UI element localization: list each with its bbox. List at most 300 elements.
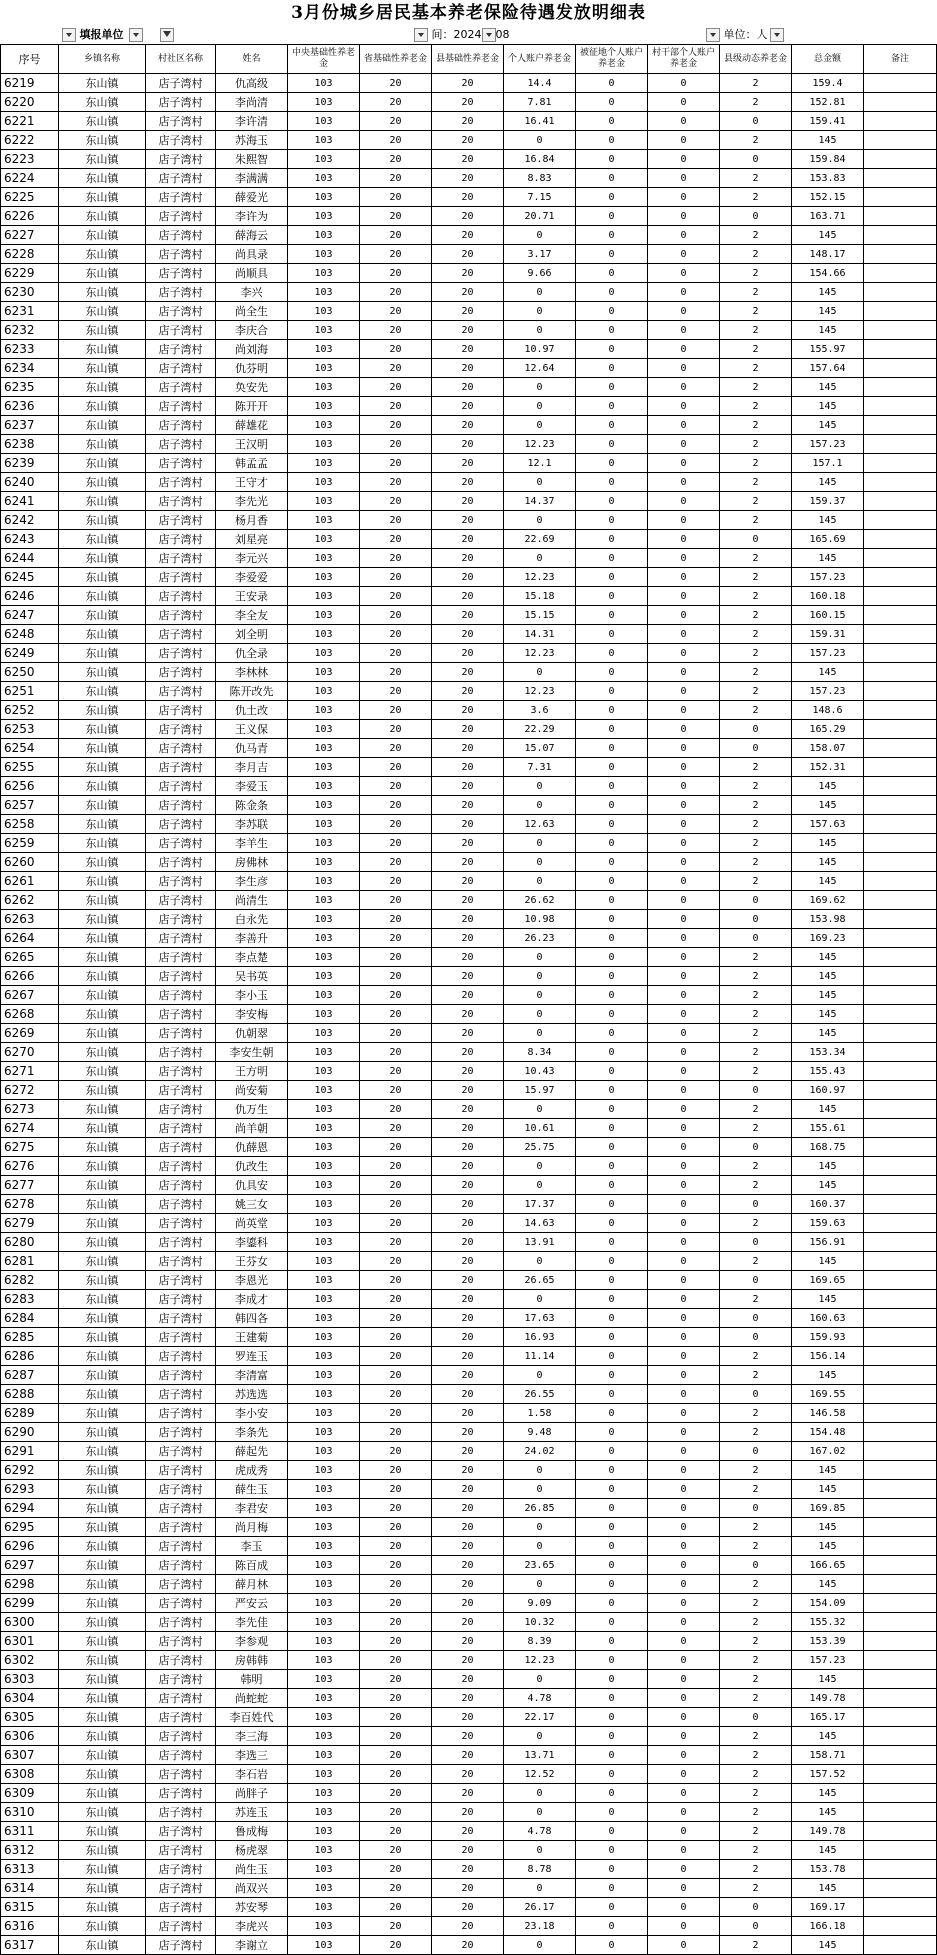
- table-cell[interactable]: 20: [432, 872, 504, 891]
- table-cell[interactable]: 24.02: [504, 1442, 576, 1461]
- table-cell[interactable]: 26.65: [504, 1271, 576, 1290]
- table-cell[interactable]: 店子湾村: [146, 910, 216, 929]
- table-cell[interactable]: 店子湾村: [146, 682, 216, 701]
- table-cell[interactable]: 12.23: [504, 568, 576, 587]
- table-cell[interactable]: 20: [432, 1214, 504, 1233]
- table-cell[interactable]: 0: [504, 283, 576, 302]
- table-cell[interactable]: 103: [288, 1062, 360, 1081]
- table-cell[interactable]: 169.55: [792, 1385, 864, 1404]
- table-cell[interactable]: 20: [360, 948, 432, 967]
- table-cell[interactable]: 薛雄花: [216, 416, 288, 435]
- table-cell[interactable]: 103: [288, 1442, 360, 1461]
- table-cell[interactable]: 0: [504, 1575, 576, 1594]
- table-cell[interactable]: 6252: [1, 701, 59, 720]
- table-cell[interactable]: 李条先: [216, 1423, 288, 1442]
- table-cell[interactable]: 0: [648, 1765, 720, 1784]
- table-cell[interactable]: 李先光: [216, 492, 288, 511]
- table-cell[interactable]: 103: [288, 872, 360, 891]
- table-cell[interactable]: 6230: [1, 283, 59, 302]
- table-cell[interactable]: 店子湾村: [146, 169, 216, 188]
- table-cell[interactable]: 2: [720, 1404, 792, 1423]
- table-cell[interactable]: 0: [648, 777, 720, 796]
- table-cell[interactable]: 20: [432, 435, 504, 454]
- table-cell[interactable]: 20: [432, 682, 504, 701]
- table-cell[interactable]: 东山镇: [59, 1537, 146, 1556]
- table-cell[interactable]: 20: [360, 93, 432, 112]
- table-cell[interactable]: 0: [576, 1803, 648, 1822]
- table-cell[interactable]: 0: [576, 378, 648, 397]
- table-cell[interactable]: 103: [288, 1670, 360, 1689]
- column-header[interactable]: 乡镇名称: [59, 45, 146, 74]
- column-header[interactable]: 总金额: [792, 45, 864, 74]
- table-cell[interactable]: 0: [576, 1518, 648, 1537]
- table-cell[interactable]: 20: [360, 302, 432, 321]
- table-cell[interactable]: 20: [432, 1138, 504, 1157]
- table-cell[interactable]: 店子湾村: [146, 397, 216, 416]
- table-cell[interactable]: 东山镇: [59, 739, 146, 758]
- table-cell[interactable]: 103: [288, 1594, 360, 1613]
- table-cell[interactable]: 0: [648, 1138, 720, 1157]
- table-cell[interactable]: 103: [288, 1879, 360, 1898]
- table-cell[interactable]: 东山镇: [59, 1746, 146, 1765]
- table-cell[interactable]: 0: [648, 1879, 720, 1898]
- table-cell[interactable]: 145: [792, 1784, 864, 1803]
- table-cell[interactable]: 李安生朝: [216, 1043, 288, 1062]
- table-cell[interactable]: 李小安: [216, 1404, 288, 1423]
- table-cell[interactable]: 20: [360, 758, 432, 777]
- table-cell[interactable]: 东山镇: [59, 1613, 146, 1632]
- table-cell[interactable]: 20: [432, 1309, 504, 1328]
- table-cell[interactable]: 6286: [1, 1347, 59, 1366]
- table-cell[interactable]: 20: [360, 473, 432, 492]
- table-cell[interactable]: 2: [720, 397, 792, 416]
- table-cell[interactable]: 0: [504, 967, 576, 986]
- table-cell[interactable]: 20: [360, 1518, 432, 1537]
- table-cell[interactable]: 149.78: [792, 1689, 864, 1708]
- table-cell[interactable]: 0: [576, 226, 648, 245]
- table-cell[interactable]: 0: [576, 986, 648, 1005]
- table-cell[interactable]: 店子湾村: [146, 986, 216, 1005]
- table-cell[interactable]: 6288: [1, 1385, 59, 1404]
- table-cell[interactable]: [864, 1822, 937, 1841]
- table-cell[interactable]: 6233: [1, 340, 59, 359]
- table-cell[interactable]: 0: [576, 663, 648, 682]
- table-cell[interactable]: 20: [432, 1195, 504, 1214]
- table-cell[interactable]: 0: [648, 321, 720, 340]
- table-cell[interactable]: 20: [432, 1841, 504, 1860]
- table-cell[interactable]: 20: [432, 131, 504, 150]
- table-cell[interactable]: 2: [720, 1670, 792, 1689]
- table-cell[interactable]: 0: [720, 1081, 792, 1100]
- table-cell[interactable]: 店子湾村: [146, 226, 216, 245]
- table-cell[interactable]: 6265: [1, 948, 59, 967]
- table-cell[interactable]: [864, 720, 937, 739]
- table-cell[interactable]: 店子湾村: [146, 1651, 216, 1670]
- table-cell[interactable]: 103: [288, 416, 360, 435]
- table-cell[interactable]: 6307: [1, 1746, 59, 1765]
- table-cell[interactable]: 李许为: [216, 207, 288, 226]
- table-cell[interactable]: 6235: [1, 378, 59, 397]
- table-cell[interactable]: 2: [720, 188, 792, 207]
- table-cell[interactable]: 0: [576, 1119, 648, 1138]
- table-cell[interactable]: 6290: [1, 1423, 59, 1442]
- table-cell[interactable]: 0: [720, 891, 792, 910]
- table-cell[interactable]: 仇芬明: [216, 359, 288, 378]
- table-cell[interactable]: 薛爱光: [216, 188, 288, 207]
- table-cell[interactable]: 0: [576, 872, 648, 891]
- table-cell[interactable]: 2: [720, 492, 792, 511]
- table-cell[interactable]: 20: [432, 74, 504, 93]
- table-cell[interactable]: 103: [288, 1385, 360, 1404]
- table-cell[interactable]: 2: [720, 967, 792, 986]
- table-cell[interactable]: 152.31: [792, 758, 864, 777]
- table-cell[interactable]: 2: [720, 777, 792, 796]
- table-cell[interactable]: 0: [576, 796, 648, 815]
- table-cell[interactable]: 103: [288, 1233, 360, 1252]
- table-cell[interactable]: 0: [576, 815, 648, 834]
- table-cell[interactable]: 0: [648, 93, 720, 112]
- table-cell[interactable]: 东山镇: [59, 188, 146, 207]
- table-cell[interactable]: 店子湾村: [146, 1119, 216, 1138]
- table-cell[interactable]: [864, 1005, 937, 1024]
- table-cell[interactable]: 店子湾村: [146, 1062, 216, 1081]
- table-cell[interactable]: [864, 815, 937, 834]
- table-cell[interactable]: 0: [648, 834, 720, 853]
- table-cell[interactable]: 103: [288, 321, 360, 340]
- table-cell[interactable]: 东山镇: [59, 1404, 146, 1423]
- table-cell[interactable]: 0: [504, 131, 576, 150]
- table-cell[interactable]: 6219: [1, 74, 59, 93]
- table-cell[interactable]: 店子湾村: [146, 1613, 216, 1632]
- table-cell[interactable]: 103: [288, 1195, 360, 1214]
- table-cell[interactable]: 20: [432, 815, 504, 834]
- table-cell[interactable]: 26.17: [504, 1898, 576, 1917]
- table-cell[interactable]: 20: [360, 1784, 432, 1803]
- table-cell[interactable]: 东山镇: [59, 853, 146, 872]
- table-cell[interactable]: 李庆合: [216, 321, 288, 340]
- table-cell[interactable]: 0: [576, 701, 648, 720]
- table-cell[interactable]: [864, 1347, 937, 1366]
- table-cell[interactable]: 0: [648, 1689, 720, 1708]
- table-cell[interactable]: 20: [360, 150, 432, 169]
- table-cell[interactable]: 20: [360, 1613, 432, 1632]
- table-cell[interactable]: 0: [648, 1100, 720, 1119]
- table-cell[interactable]: 20: [432, 1404, 504, 1423]
- table-cell[interactable]: 李月吉: [216, 758, 288, 777]
- table-cell[interactable]: 8.83: [504, 169, 576, 188]
- table-cell[interactable]: 尚月梅: [216, 1518, 288, 1537]
- table-cell[interactable]: 0: [648, 492, 720, 511]
- table-cell[interactable]: 王义保: [216, 720, 288, 739]
- table-cell[interactable]: 6295: [1, 1518, 59, 1537]
- table-cell[interactable]: 2: [720, 321, 792, 340]
- table-cell[interactable]: 2: [720, 1575, 792, 1594]
- table-cell[interactable]: 6258: [1, 815, 59, 834]
- table-cell[interactable]: 李三海: [216, 1727, 288, 1746]
- table-cell[interactable]: 20: [432, 796, 504, 815]
- table-cell[interactable]: 103: [288, 625, 360, 644]
- table-cell[interactable]: 158.07: [792, 739, 864, 758]
- table-cell[interactable]: 苏连玉: [216, 1803, 288, 1822]
- table-cell[interactable]: 2: [720, 1062, 792, 1081]
- table-cell[interactable]: 20: [360, 1347, 432, 1366]
- table-cell[interactable]: 0: [648, 188, 720, 207]
- table-cell[interactable]: 店子湾村: [146, 1556, 216, 1575]
- table-cell[interactable]: [864, 1594, 937, 1613]
- table-cell[interactable]: 17.63: [504, 1309, 576, 1328]
- table-cell[interactable]: 103: [288, 1651, 360, 1670]
- table-cell[interactable]: [864, 796, 937, 815]
- table-cell[interactable]: 李满满: [216, 169, 288, 188]
- table-cell[interactable]: [864, 1024, 937, 1043]
- table-cell[interactable]: 0: [576, 359, 648, 378]
- table-cell[interactable]: 20: [360, 1708, 432, 1727]
- table-cell[interactable]: [864, 321, 937, 340]
- table-cell[interactable]: 东山镇: [59, 1005, 146, 1024]
- table-cell[interactable]: 166.65: [792, 1556, 864, 1575]
- table-cell[interactable]: 12.23: [504, 644, 576, 663]
- table-cell[interactable]: [864, 1480, 937, 1499]
- table-cell[interactable]: [864, 150, 937, 169]
- table-cell[interactable]: 20: [432, 1594, 504, 1613]
- table-cell[interactable]: 20: [432, 853, 504, 872]
- table-cell[interactable]: 20: [360, 1632, 432, 1651]
- table-cell[interactable]: 李百姓代: [216, 1708, 288, 1727]
- table-cell[interactable]: 152.15: [792, 188, 864, 207]
- table-cell[interactable]: 10.43: [504, 1062, 576, 1081]
- table-cell[interactable]: 20: [360, 1803, 432, 1822]
- table-cell[interactable]: 103: [288, 1708, 360, 1727]
- table-cell[interactable]: 店子湾村: [146, 435, 216, 454]
- table-cell[interactable]: 东山镇: [59, 1043, 146, 1062]
- table-cell[interactable]: [864, 1290, 937, 1309]
- table-cell[interactable]: 20: [360, 169, 432, 188]
- table-cell[interactable]: [864, 511, 937, 530]
- table-cell[interactable]: 店子湾村: [146, 1480, 216, 1499]
- table-cell[interactable]: 154.09: [792, 1594, 864, 1613]
- table-cell[interactable]: 12.23: [504, 435, 576, 454]
- table-cell[interactable]: 20: [432, 226, 504, 245]
- table-cell[interactable]: 0: [504, 1670, 576, 1689]
- table-cell[interactable]: 店子湾村: [146, 1936, 216, 1955]
- table-cell[interactable]: 仇具安: [216, 1176, 288, 1195]
- table-cell[interactable]: [864, 1917, 937, 1936]
- table-cell[interactable]: 鲁成梅: [216, 1822, 288, 1841]
- table-cell[interactable]: 0: [504, 1100, 576, 1119]
- table-cell[interactable]: 店子湾村: [146, 1898, 216, 1917]
- table-cell[interactable]: 店子湾村: [146, 74, 216, 93]
- table-cell[interactable]: 103: [288, 910, 360, 929]
- table-cell[interactable]: 0: [576, 1784, 648, 1803]
- table-cell[interactable]: 0: [504, 986, 576, 1005]
- table-cell[interactable]: 10.32: [504, 1613, 576, 1632]
- table-cell[interactable]: 店子湾村: [146, 1024, 216, 1043]
- table-cell[interactable]: 6229: [1, 264, 59, 283]
- table-cell[interactable]: 0: [648, 1746, 720, 1765]
- table-cell[interactable]: 0: [648, 264, 720, 283]
- table-cell[interactable]: 2: [720, 378, 792, 397]
- table-cell[interactable]: 20: [360, 1898, 432, 1917]
- table-cell[interactable]: 东山镇: [59, 1119, 146, 1138]
- table-cell[interactable]: 145: [792, 1366, 864, 1385]
- table-cell[interactable]: 26.55: [504, 1385, 576, 1404]
- table-cell[interactable]: [864, 1613, 937, 1632]
- table-cell[interactable]: 李善升: [216, 929, 288, 948]
- table-cell[interactable]: 2: [720, 1043, 792, 1062]
- table-cell[interactable]: 0: [576, 283, 648, 302]
- table-cell[interactable]: 陈金条: [216, 796, 288, 815]
- table-cell[interactable]: 东山镇: [59, 1271, 146, 1290]
- table-cell[interactable]: 东山镇: [59, 397, 146, 416]
- column-header[interactable]: 被征地个人账户养老金: [576, 45, 648, 74]
- table-cell[interactable]: 0: [504, 226, 576, 245]
- table-cell[interactable]: 160.37: [792, 1195, 864, 1214]
- table-cell[interactable]: 店子湾村: [146, 530, 216, 549]
- table-cell[interactable]: 20: [360, 1043, 432, 1062]
- table-cell[interactable]: 6228: [1, 245, 59, 264]
- table-cell[interactable]: 东山镇: [59, 568, 146, 587]
- table-cell[interactable]: 159.41: [792, 112, 864, 131]
- table-cell[interactable]: 20: [360, 606, 432, 625]
- column-header[interactable]: 省基础性养老金: [360, 45, 432, 74]
- table-cell[interactable]: 6271: [1, 1062, 59, 1081]
- table-cell[interactable]: [864, 188, 937, 207]
- table-cell[interactable]: 3.6: [504, 701, 576, 720]
- table-cell[interactable]: 6231: [1, 302, 59, 321]
- table-cell[interactable]: 店子湾村: [146, 853, 216, 872]
- table-cell[interactable]: 陈开改先: [216, 682, 288, 701]
- table-cell[interactable]: 103: [288, 245, 360, 264]
- table-cell[interactable]: 苏选选: [216, 1385, 288, 1404]
- table-cell[interactable]: 145: [792, 1005, 864, 1024]
- table-cell[interactable]: 145: [792, 948, 864, 967]
- table-cell[interactable]: 6237: [1, 416, 59, 435]
- table-cell[interactable]: 店子湾村: [146, 1689, 216, 1708]
- table-cell[interactable]: 20: [360, 739, 432, 758]
- table-cell[interactable]: 东山镇: [59, 1442, 146, 1461]
- table-cell[interactable]: 2: [720, 1594, 792, 1613]
- table-cell[interactable]: 东山镇: [59, 1898, 146, 1917]
- table-cell[interactable]: 李爱爱: [216, 568, 288, 587]
- table-cell[interactable]: 店子湾村: [146, 416, 216, 435]
- table-cell[interactable]: [864, 1214, 937, 1233]
- table-cell[interactable]: 2: [720, 1423, 792, 1442]
- table-cell[interactable]: 145: [792, 226, 864, 245]
- table-cell[interactable]: 6273: [1, 1100, 59, 1119]
- table-cell[interactable]: 20: [432, 1442, 504, 1461]
- table-cell[interactable]: 163.71: [792, 207, 864, 226]
- table-cell[interactable]: 0: [576, 1746, 648, 1765]
- table-cell[interactable]: 103: [288, 1803, 360, 1822]
- table-cell[interactable]: [864, 1366, 937, 1385]
- table-cell[interactable]: 20: [360, 1385, 432, 1404]
- table-cell[interactable]: 0: [720, 1708, 792, 1727]
- table-cell[interactable]: 2: [720, 1100, 792, 1119]
- table-cell[interactable]: 店子湾村: [146, 1385, 216, 1404]
- table-cell[interactable]: 0: [648, 1651, 720, 1670]
- table-cell[interactable]: 20: [432, 245, 504, 264]
- table-cell[interactable]: 0: [576, 1480, 648, 1499]
- table-cell[interactable]: 0: [720, 1385, 792, 1404]
- table-cell[interactable]: 20: [432, 1898, 504, 1917]
- table-cell[interactable]: 店子湾村: [146, 1100, 216, 1119]
- table-cell[interactable]: 杨虎翠: [216, 1841, 288, 1860]
- table-cell[interactable]: 20: [360, 1841, 432, 1860]
- table-cell[interactable]: 20: [432, 1366, 504, 1385]
- table-cell[interactable]: [864, 1271, 937, 1290]
- table-cell[interactable]: 6305: [1, 1708, 59, 1727]
- table-cell[interactable]: 0: [576, 587, 648, 606]
- table-cell[interactable]: 20: [360, 910, 432, 929]
- table-cell[interactable]: 20: [360, 340, 432, 359]
- table-cell[interactable]: 李苏联: [216, 815, 288, 834]
- table-cell[interactable]: 东山镇: [59, 1936, 146, 1955]
- table-cell[interactable]: [864, 492, 937, 511]
- table-cell[interactable]: 20: [432, 568, 504, 587]
- table-cell[interactable]: 20: [432, 625, 504, 644]
- table-cell[interactable]: [864, 967, 937, 986]
- table-cell[interactable]: 东山镇: [59, 625, 146, 644]
- table-cell[interactable]: 20: [360, 264, 432, 283]
- table-cell[interactable]: 16.84: [504, 150, 576, 169]
- table-cell[interactable]: 20: [360, 1765, 432, 1784]
- table-cell[interactable]: 2: [720, 1822, 792, 1841]
- table-cell[interactable]: 0: [720, 739, 792, 758]
- table-cell[interactable]: [864, 663, 937, 682]
- table-cell[interactable]: 0: [504, 1784, 576, 1803]
- table-cell[interactable]: 0: [576, 1822, 648, 1841]
- table-cell[interactable]: 6254: [1, 739, 59, 758]
- table-cell[interactable]: 0: [576, 1879, 648, 1898]
- table-cell[interactable]: 0: [504, 1005, 576, 1024]
- table-cell[interactable]: 0: [576, 1347, 648, 1366]
- table-cell[interactable]: 20: [360, 1936, 432, 1955]
- table-cell[interactable]: 东山镇: [59, 1670, 146, 1689]
- table-cell[interactable]: 103: [288, 1214, 360, 1233]
- table-cell[interactable]: 103: [288, 948, 360, 967]
- table-cell[interactable]: 店子湾村: [146, 454, 216, 473]
- table-cell[interactable]: 韩四各: [216, 1309, 288, 1328]
- table-cell[interactable]: 20: [432, 758, 504, 777]
- table-cell[interactable]: 2: [720, 986, 792, 1005]
- table-cell[interactable]: 20: [360, 1917, 432, 1936]
- table-cell[interactable]: 0: [576, 891, 648, 910]
- table-cell[interactable]: 0: [576, 492, 648, 511]
- table-cell[interactable]: 0: [504, 1461, 576, 1480]
- table-cell[interactable]: 2: [720, 1024, 792, 1043]
- table-cell[interactable]: 李石岩: [216, 1765, 288, 1784]
- table-cell[interactable]: 20: [432, 1917, 504, 1936]
- table-cell[interactable]: 0: [648, 454, 720, 473]
- table-cell[interactable]: 103: [288, 530, 360, 549]
- table-cell[interactable]: 朱熙智: [216, 150, 288, 169]
- table-cell[interactable]: 2: [720, 758, 792, 777]
- table-cell[interactable]: 店子湾村: [146, 1214, 216, 1233]
- table-cell[interactable]: 0: [504, 777, 576, 796]
- table-cell[interactable]: 145: [792, 777, 864, 796]
- table-cell[interactable]: [864, 340, 937, 359]
- table-cell[interactable]: 东山镇: [59, 1347, 146, 1366]
- table-cell[interactable]: 103: [288, 1119, 360, 1138]
- filter-funnel-icon[interactable]: [160, 28, 174, 42]
- table-cell[interactable]: 店子湾村: [146, 1670, 216, 1689]
- table-cell[interactable]: 0: [504, 416, 576, 435]
- table-cell[interactable]: 东山镇: [59, 1480, 146, 1499]
- table-cell[interactable]: 145: [792, 1100, 864, 1119]
- table-cell[interactable]: 0: [576, 1195, 648, 1214]
- table-cell[interactable]: 0: [576, 1328, 648, 1347]
- table-cell[interactable]: 6239: [1, 454, 59, 473]
